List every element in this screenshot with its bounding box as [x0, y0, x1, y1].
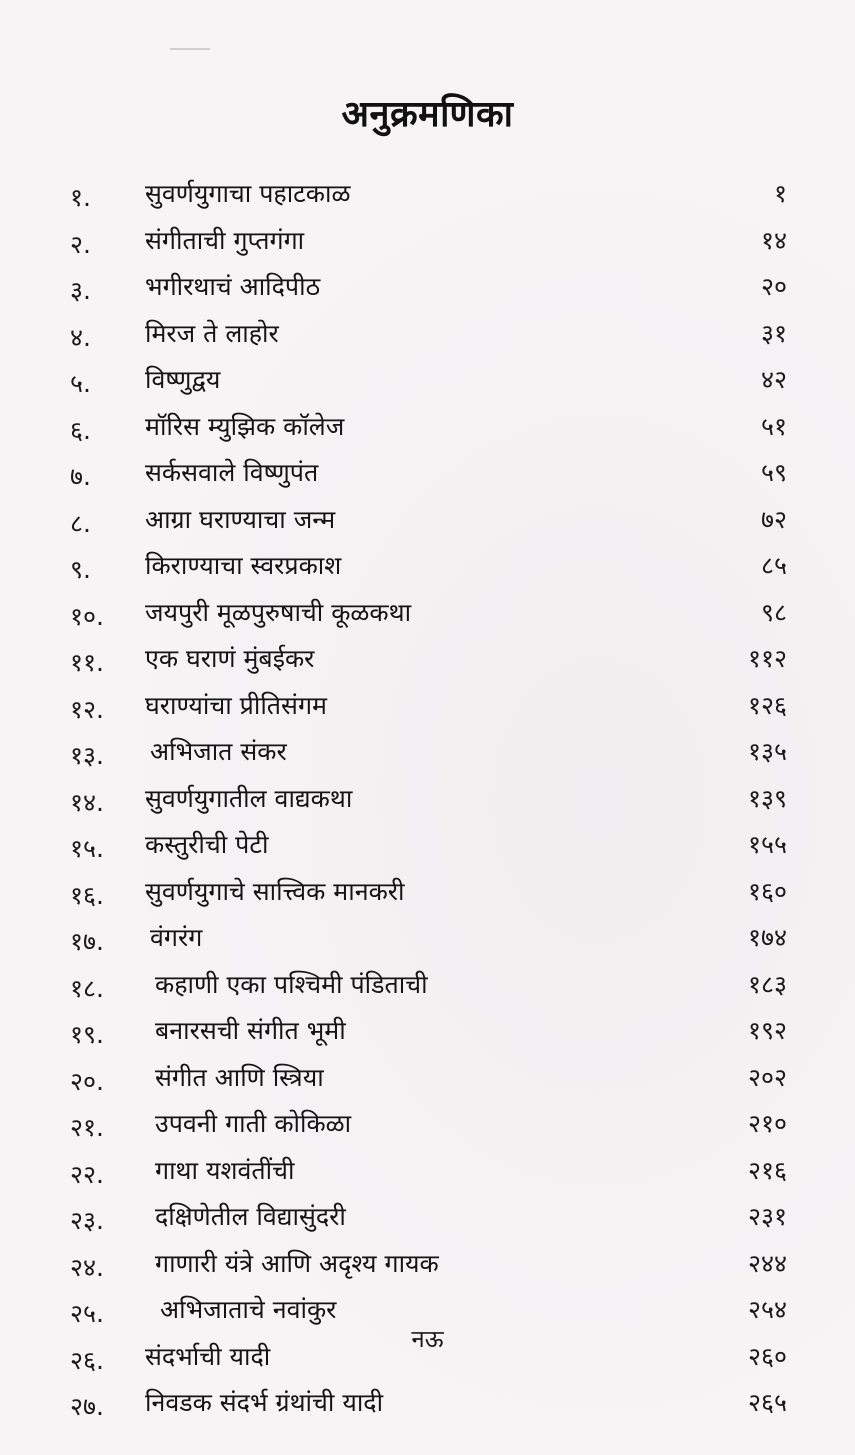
toc-entry-number: २६.	[70, 1345, 104, 1375]
toc-entry-title: बनारसची संगीत भूमी	[155, 1016, 346, 1045]
toc-entry-number: ५.	[70, 369, 91, 398]
table-of-contents	[0, 172, 855, 1428]
toc-entry	[0, 591, 855, 638]
toc-entry-title: भगीरथाचं आदिपीठ	[145, 272, 321, 301]
toc-entry-number: १३.	[70, 741, 104, 770]
toc-entry-title: संगीत आणि स्त्रिया	[155, 1062, 324, 1092]
toc-entry	[0, 265, 855, 312]
toc-entry-number: २३.	[70, 1206, 104, 1235]
toc-entry-number: २५.	[70, 1299, 104, 1328]
toc-entry-page: २१०	[747, 1109, 787, 1138]
toc-entry-number: ४.	[70, 322, 91, 352]
toc-entry-number: १२.	[70, 694, 104, 724]
toc-entry-page: १६०	[747, 876, 787, 906]
toc-entry-page: २५४	[747, 1295, 787, 1324]
toc-entry-number: १०.	[70, 601, 104, 631]
toc-entry	[0, 777, 855, 824]
toc-entry-page: ९८	[760, 597, 787, 627]
toc-entry-title: सुवर्णयुगाचा पहाटकाळ	[145, 179, 351, 208]
toc-entry-page: २१६	[747, 1155, 787, 1185]
toc-entry-page: १३५	[747, 737, 787, 766]
toc-entry-page: ७२	[760, 504, 787, 534]
toc-entry-title: मिरज ते लाहोर	[145, 318, 279, 348]
toc-entry	[0, 1149, 855, 1196]
toc-entry-number: १९.	[70, 1020, 104, 1049]
toc-entry-page: १७४	[747, 923, 787, 952]
toc-entry-title: अभिजाताचे नवांकुर	[160, 1295, 337, 1324]
toc-entry-title: किराण्याचा स्वरप्रकाश	[145, 551, 342, 580]
toc-entry-title: वंगरंग	[150, 923, 203, 952]
toc-entry	[0, 963, 855, 1010]
toc-entry	[0, 730, 855, 777]
toc-entry-page: ५१	[760, 411, 787, 441]
toc-entry	[0, 405, 855, 452]
toc-entry	[0, 823, 855, 870]
page-number: नऊ	[411, 1325, 444, 1353]
toc-entry-page: ८५	[760, 551, 787, 580]
toc-entry	[0, 1009, 855, 1056]
toc-entry-title: मॉरिस म्युझिक कॉलेज	[145, 411, 345, 441]
toc-entry-page: १४	[760, 225, 787, 255]
toc-entry	[0, 358, 855, 405]
toc-entry-title: निवडक संदर्भ ग्रंथांची यादी	[145, 1388, 384, 1417]
smudge-mark	[170, 48, 210, 50]
toc-entry-title: गाणारी यंत्रे आणि अदृश्य गायक	[155, 1248, 439, 1278]
toc-entry-number: ९.	[70, 555, 91, 584]
toc-entry-page: १	[773, 179, 787, 208]
toc-entry-title: एक घराणं मुंबईकर	[145, 644, 315, 673]
toc-entry-title: आग्रा घराण्याचा जन्म	[145, 504, 336, 534]
toc-entry	[0, 1195, 855, 1242]
toc-entry-number: १८.	[70, 973, 104, 1003]
toc-entry-page: १२६	[747, 690, 787, 720]
toc-entry-number: २१.	[70, 1113, 104, 1142]
toc-entry-page: ५९	[760, 458, 787, 487]
toc-entry-title: घराण्यांचा प्रीतिसंगम	[145, 690, 327, 720]
toc-entry-page: २०२	[747, 1062, 787, 1092]
toc-entry-page: १३९	[747, 783, 787, 813]
toc-entry-title: संदर्भाची यादी	[145, 1341, 271, 1371]
toc-entry	[0, 684, 855, 731]
toc-entry	[0, 219, 855, 266]
toc-entry-title: संगीताची गुप्तगंगा	[145, 225, 305, 255]
toc-entry-number: ११.	[70, 648, 104, 677]
toc-entry-number: १६.	[70, 880, 104, 910]
toc-entry-title: विष्णुद्वय	[145, 365, 221, 394]
toc-entry	[0, 451, 855, 498]
toc-entry-number: १.	[70, 183, 91, 212]
toc-entry-title: कहाणी एका पश्चिमी पंडिताची	[155, 969, 428, 999]
toc-entry-page: ३१	[760, 318, 787, 348]
toc-entry-title: अभिजात संकर	[150, 737, 287, 766]
toc-entry-title: जयपुरी मूळपुरुषाची कूळकथा	[145, 597, 412, 627]
toc-entry	[0, 312, 855, 359]
toc-entry-page: २६०	[747, 1341, 787, 1371]
toc-entry-number: ७.	[70, 462, 91, 491]
toc-entry-title: उपवनी गाती कोकिळा	[155, 1109, 352, 1138]
toc-entry	[0, 1242, 855, 1289]
toc-entry-number: २०.	[70, 1066, 104, 1096]
toc-entry-number: १५.	[70, 834, 104, 863]
toc-entry-title: कस्तुरीची पेटी	[145, 830, 269, 859]
toc-entry-page: १८३	[747, 969, 787, 999]
toc-entry-number: २२.	[70, 1159, 104, 1189]
toc-entry-number: २४.	[70, 1252, 104, 1282]
toc-entry	[0, 916, 855, 963]
toc-entry-title: सुवर्णयुगातील वाद्यकथा	[145, 783, 353, 813]
toc-entry	[0, 637, 855, 684]
toc-entry-page: ४२	[760, 365, 787, 394]
toc-entry-number: १४.	[70, 787, 104, 817]
toc-entry-page: २३१	[747, 1202, 787, 1231]
toc-entry-title: सर्कसवाले विष्णुपंत	[145, 458, 319, 487]
toc-entry	[0, 1056, 855, 1103]
toc-entry-title: सुवर्णयुगाचे सात्त्विक मानकरी	[145, 876, 405, 906]
toc-entry-page: २४४	[747, 1248, 787, 1278]
toc-entry	[0, 172, 855, 219]
toc-entry-page: १५५	[747, 830, 787, 859]
toc-entry-page: २०	[760, 272, 787, 301]
toc-entry	[0, 1102, 855, 1149]
toc-entry-number: १७.	[70, 927, 104, 956]
toc-entry-number: २७.	[70, 1392, 104, 1421]
toc-entry-number: २.	[70, 229, 91, 259]
toc-entry-page: १९२	[747, 1016, 787, 1045]
toc-entry	[0, 1381, 855, 1428]
toc-entry-number: ६.	[70, 415, 91, 445]
toc-entry-number: ८.	[70, 508, 91, 538]
toc-entry	[0, 544, 855, 591]
toc-entry-title: गाथा यशवंतींची	[155, 1155, 295, 1185]
toc-entry	[0, 498, 855, 545]
toc-entry-number: ३.	[70, 276, 91, 305]
toc-entry	[0, 870, 855, 917]
toc-entry-title: दक्षिणेतील विद्यासुंदरी	[155, 1202, 346, 1231]
toc-entry-page: २६५	[747, 1388, 787, 1417]
page-title: अनुक्रमणिका	[341, 94, 514, 135]
toc-entry-page: ११२	[747, 644, 787, 673]
